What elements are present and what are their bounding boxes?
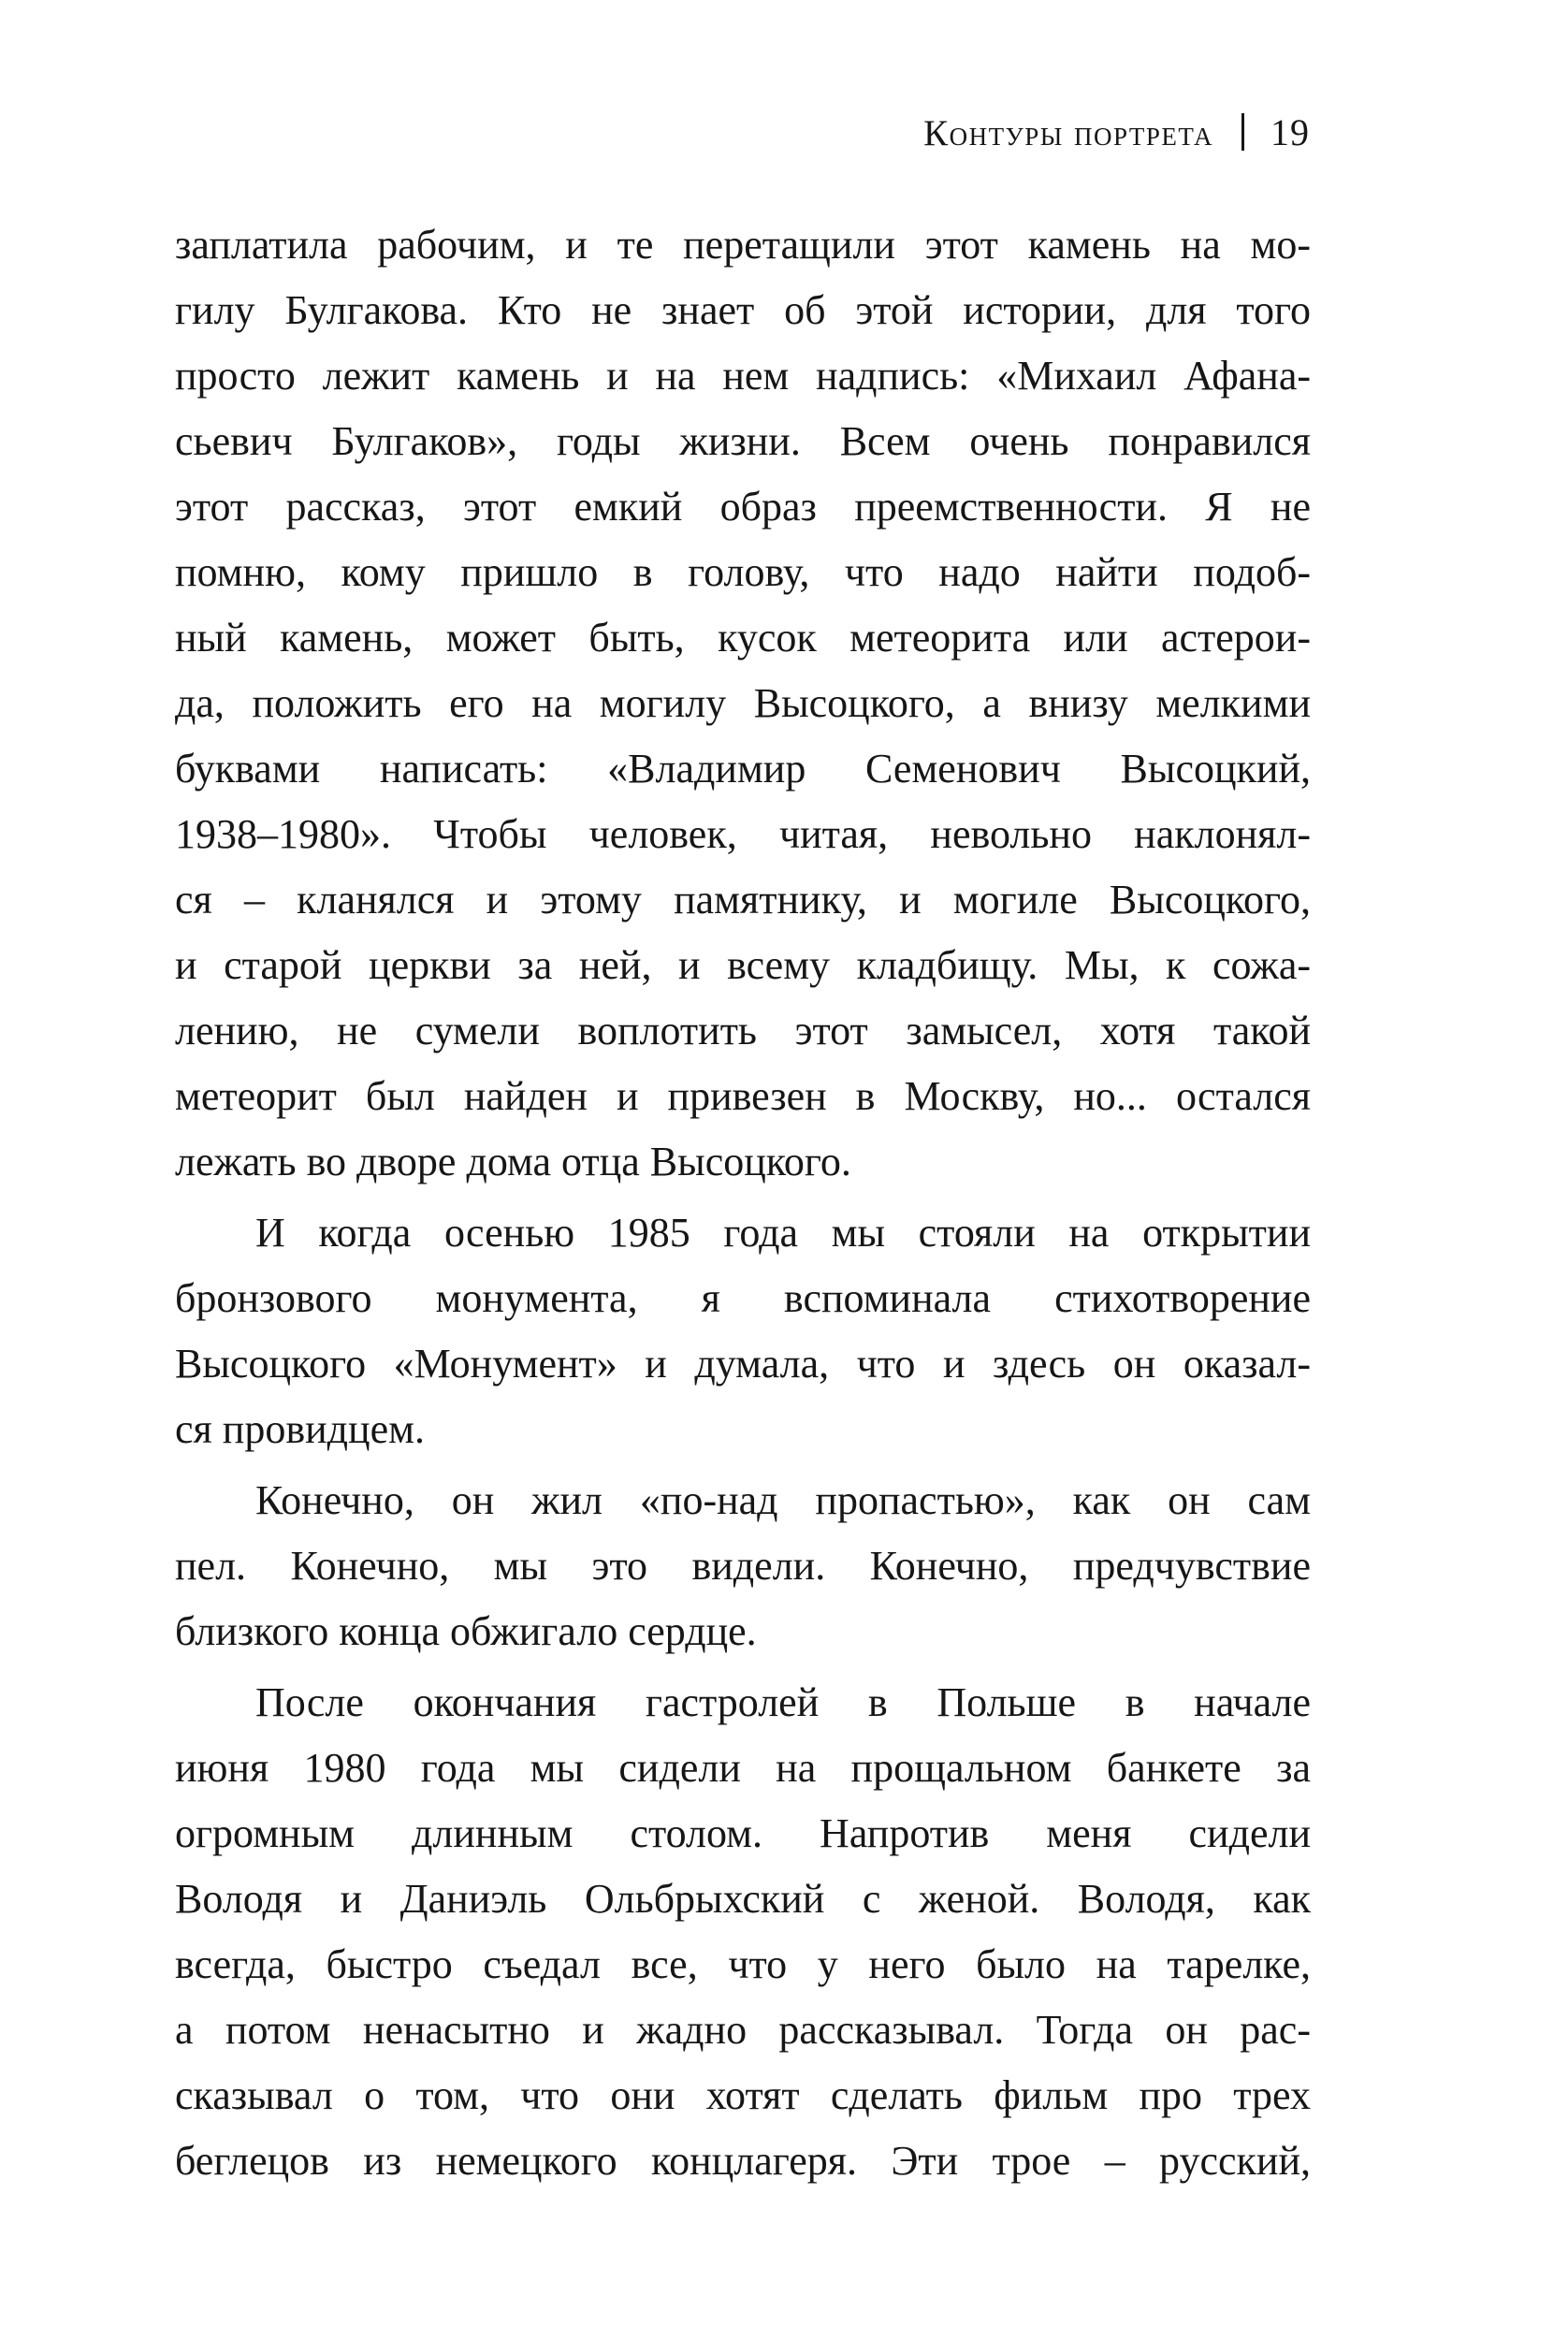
text-line: заплатила рабочим, и те перетащили этот камень на мо- [175, 222, 1311, 268]
paragraph [175, 1200, 1311, 1462]
text-line: гилу Булгакова. Кто не знает об этой истории, для того [175, 287, 1311, 333]
running-title: Контуры портрета [923, 113, 1213, 153]
text-line: ся провидцем. [175, 1406, 425, 1452]
text-line: июня 1980 года мы сидели на прощальном банкете за [175, 1745, 1311, 1791]
text-line: лежать во дворе дома отца Высоцкого. [175, 1139, 851, 1184]
text-line: бронзового монумента, я вспоминала стихотворение [175, 1275, 1311, 1321]
text-line: После окончания гастролей в Польше в начале [255, 1679, 1311, 1725]
text-line: пел. Конечно, мы это видели. Конечно, предчувствие [175, 1543, 1311, 1589]
text-line: буквами написать: «Владимир Семенович Высоцкий, [175, 746, 1311, 792]
text-line: да, положить его на могилу Высоцкого, а внизу мелкими [175, 680, 1311, 726]
text-line: этот рассказ, этот емкий образ преемственности. Я не [175, 484, 1311, 530]
text-line: Володя и Даниэль Ольбрыхский с женой. Володя, как [175, 1876, 1311, 1922]
body-text [175, 212, 1311, 2200]
text-line: сказывал о том, что они хотят сделать фильм про трех [175, 2072, 1311, 2118]
text-line: и старой церкви за ней, и всему кладбищу. Мы, к сожа- [175, 942, 1311, 988]
text-line: сьевич Булгаков», годы жизни. Всем очень понравился [175, 418, 1311, 464]
paragraph [175, 212, 1311, 1195]
text-line: лению, не сумели воплотить этот замысел, хотя такой [175, 1008, 1311, 1053]
text-line: просто лежит камень и на нем надпись: «Михаил Афана- [175, 353, 1311, 399]
text-line: 1938–1980». Чтобы человек, читая, невольно наклонял- [175, 811, 1311, 857]
text-line: Высоцкого «Монумент» и думала, что и здесь он оказал- [175, 1341, 1311, 1387]
text-line: ный камень, может быть, кусок метеорита или астерои- [175, 615, 1311, 661]
header-separator [1241, 113, 1244, 151]
text-line: всегда, быстро съедал все, что у него было на тарелке, [175, 1941, 1311, 1987]
text-line: огромным длинным столом. Напротив меня сидели [175, 1810, 1311, 1856]
text-line: метеорит был найден и привезен в Москву, но... остался [175, 1073, 1311, 1119]
page-number: 19 [1270, 111, 1310, 153]
paragraph [175, 1670, 1311, 2194]
text-line: И когда осенью 1985 года мы стояли на открытии [255, 1210, 1311, 1256]
running-header [178, 105, 1310, 162]
text-line: ся – кланялся и этому памятнику, и могиле Высоцкого, [175, 877, 1311, 923]
text-line: беглецов из немецкого концлагеря. Эти трое – русский, [175, 2138, 1311, 2184]
text-line: а потом ненасытно и жадно рассказывал. Тогда он рас- [175, 2007, 1311, 2053]
text-line: помню, кому пришло в голову, что надо найти подоб- [175, 549, 1311, 595]
text-line: Конечно, он жил «по-над пропастью», как он сам [255, 1477, 1311, 1523]
text-line: близкого конца обжигало сердце. [175, 1608, 757, 1654]
paragraph [175, 1468, 1311, 1664]
